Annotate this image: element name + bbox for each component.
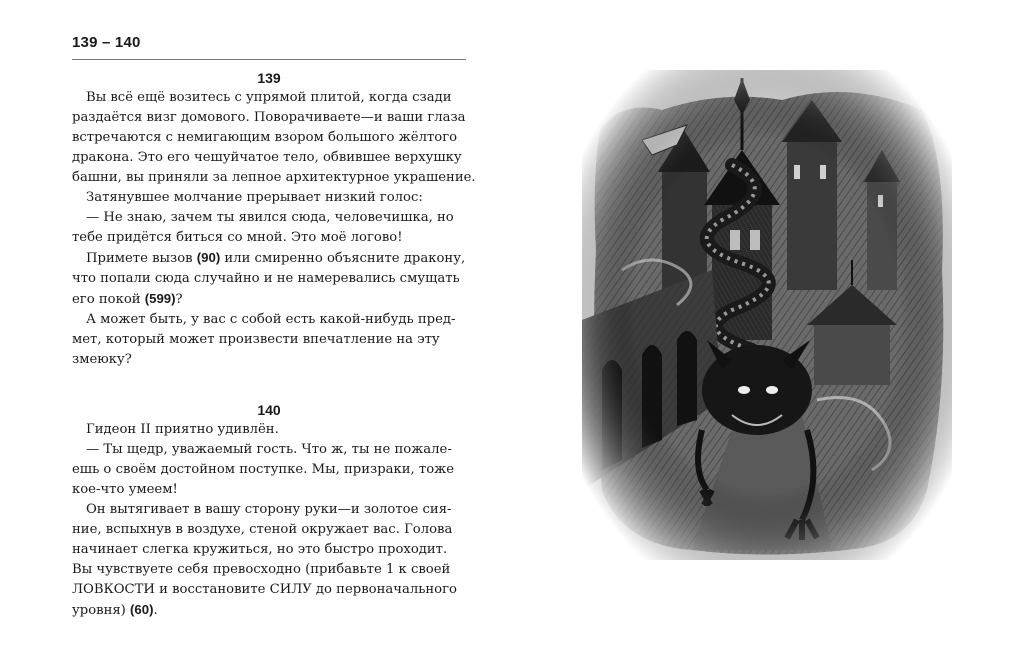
paragraph bbox=[72, 500, 466, 621]
text-fragment: ? bbox=[175, 292, 183, 307]
text-line: — Не знаю, зачем ты явился сюда, человечишка, но bbox=[86, 210, 454, 225]
paragraph bbox=[72, 208, 466, 248]
paragraph bbox=[72, 188, 466, 208]
text-fragment: или смиренно объясните дракону, bbox=[220, 251, 466, 266]
text-line: А может быть, у вас с собой есть какой-нибудь пред- bbox=[86, 312, 456, 327]
text-line: тебе придётся биться со мной. Это моё логово! bbox=[72, 230, 403, 245]
text-fragment: уровня) bbox=[72, 603, 131, 618]
text-fragment: его покой bbox=[72, 292, 145, 307]
text-line: змеюку? bbox=[72, 352, 132, 367]
section-ref-90[interactable]: (90) bbox=[196, 250, 221, 265]
paragraph bbox=[72, 248, 466, 310]
text-line: Гидеон II приятно удивлён. bbox=[86, 422, 279, 437]
text-line: ние, вспыхнув в воздухе, стеной окружает вас. Голова bbox=[72, 522, 453, 537]
section-140 bbox=[72, 402, 466, 621]
text-line: дракона. Это его чешуйчатое тело, обвившее верхушку bbox=[72, 150, 462, 165]
text-line: Вы чувствуете себя превосходно (прибавьте 1 к своей bbox=[72, 562, 451, 577]
text-line: кое-что умеем! bbox=[72, 482, 178, 497]
running-head: 139 – 140 bbox=[72, 34, 466, 60]
text-line: встречаются с немигающим взором большого жёлтого bbox=[72, 130, 458, 145]
text-line: ешь о своём достойном поступке. Мы, призраки, тоже bbox=[72, 462, 455, 477]
text-line: Вы всё ещё возитесь с упрямой плитой, когда сзади bbox=[86, 90, 452, 105]
text-fragment: . bbox=[153, 603, 158, 618]
text-line: Затянувшее молчание прерывает низкий голос: bbox=[86, 190, 423, 205]
section-ref-599[interactable]: (599) bbox=[144, 291, 176, 306]
paragraph bbox=[72, 88, 476, 188]
text-line: башни, вы приняли за лепное архитектурное украшение. bbox=[72, 170, 476, 185]
text-line bbox=[72, 248, 466, 269]
text-line: что попали сюда случайно и не намеревались смущать bbox=[72, 271, 460, 286]
text-line: мет, который может произвести впечатление на эту bbox=[72, 332, 440, 347]
section-number: 139 bbox=[257, 70, 281, 86]
dragon-on-castle-tower-icon bbox=[582, 70, 952, 560]
text-line: ЛОВКОСТИ и восстановите СИЛУ до первоначального bbox=[72, 582, 457, 597]
paragraph bbox=[72, 440, 466, 500]
text-fragment: Примете вызов bbox=[86, 251, 197, 266]
section-139 bbox=[72, 70, 476, 370]
text-line bbox=[72, 600, 466, 621]
text-line bbox=[72, 289, 466, 310]
dragon-castle-illustration bbox=[582, 70, 952, 560]
text-line: — Ты щедр, уважаемый гость. Что ж, ты не пожале- bbox=[86, 442, 452, 457]
paragraph bbox=[72, 420, 466, 440]
section-number: 140 bbox=[257, 402, 281, 418]
text-line: раздаётся визг домового. Поворачиваете—и ваши глаза bbox=[72, 110, 466, 125]
section-ref-60[interactable]: (60) bbox=[130, 602, 154, 617]
paragraph bbox=[72, 310, 466, 370]
left-page bbox=[72, 34, 476, 621]
text-line: начинает слегка кружиться, но это быстро проходит. bbox=[72, 542, 448, 557]
text-line: Он вытягивает в вашу сторону руки—и золотое сия- bbox=[86, 502, 452, 517]
